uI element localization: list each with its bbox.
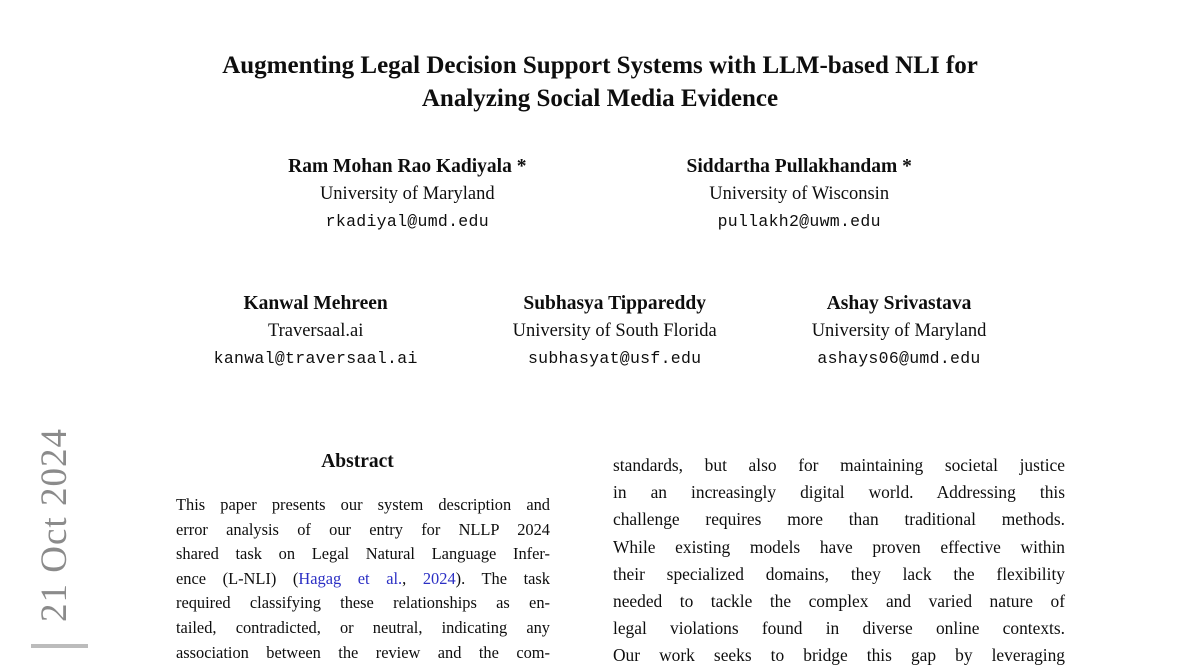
authors-row-1 xyxy=(0,153,1200,236)
abstract-line-4-post: ). The task xyxy=(455,568,550,588)
abstract-heading: Abstract xyxy=(321,451,394,472)
abstract-line-4 xyxy=(176,567,550,592)
intro-line-2: in an increasingly digital world. Addressing this xyxy=(613,482,1065,503)
citation-link-authors[interactable]: Hagag et al. xyxy=(298,568,403,588)
abstract-section xyxy=(160,448,555,665)
authors-row-2 xyxy=(0,290,1200,373)
arxiv-date-stamp: 21 Oct 2024 xyxy=(34,428,75,622)
abstract-line-4-comma: , xyxy=(402,568,423,588)
citation-link-year[interactable]: 2024 xyxy=(422,568,456,588)
author-affiliation: Traversaal.ai xyxy=(267,321,364,341)
author-affiliation: University of Maryland xyxy=(319,184,495,204)
intro-line-1: standards, but also for maintaining societal justice xyxy=(613,455,1065,475)
abstract-line-6: tailed, contradicted, or neutral, indicating any xyxy=(176,617,550,637)
intro-line-8-clipped: Our work seeks to bridge this gap by leveraging xyxy=(613,645,1065,666)
abstract-line-5: required classifying these relationships as en- xyxy=(176,593,550,613)
intro-line-5: their specialized domains, they lack the flexibility xyxy=(613,563,1065,584)
author-name: Ashay Srivastava xyxy=(826,293,972,314)
author-email: kanwal@traversaal.ai xyxy=(213,349,418,368)
author-email: ashays06@umd.edu xyxy=(817,349,981,368)
two-column-body xyxy=(0,448,1200,666)
author-name: Kanwal Mehreen xyxy=(243,293,388,314)
intro-line-7: legal violations found in diverse online contexts. xyxy=(613,618,1065,639)
author-email: subhasyat@usf.edu xyxy=(527,349,702,368)
author-name: Ram Mohan Rao Kadiyala * xyxy=(288,156,527,177)
abstract-body xyxy=(176,493,550,665)
author-name: Subhasya Tippareddy xyxy=(523,293,706,314)
paper-title xyxy=(0,49,1200,115)
abstract-line-2: error analysis of our entry for NLLP 2024 xyxy=(176,519,550,539)
author-block-kadiyala xyxy=(288,153,526,236)
author-name: Siddartha Pullakhandam * xyxy=(686,156,912,177)
author-affiliation: University of Wisconsin xyxy=(709,184,890,204)
author-block-srivastava xyxy=(812,290,987,373)
paper-title-line-1: Augmenting Legal Decision Support Systems with LLM-based NLI for xyxy=(222,52,978,79)
intro-line-4: While existing models have proven effective within xyxy=(613,536,1065,557)
paper-title-line-2: Analyzing Social Media Evidence xyxy=(421,85,779,112)
abstract-line-4-pre: ence (L-NLI) ( xyxy=(176,568,299,588)
abstract-line-7-clipped: association between the review and the com- xyxy=(176,642,550,662)
introduction-column xyxy=(613,452,1065,670)
author-affiliation: University of South Florida xyxy=(512,321,717,341)
author-block-pullakhandam xyxy=(686,153,911,236)
author-block-tippareddy xyxy=(513,290,717,373)
abstract-line-1: This paper presents our system description and xyxy=(176,495,550,514)
abstract-line-3: shared task on Legal Natural Language Infer- xyxy=(176,544,550,564)
author-affiliation: University of Maryland xyxy=(811,321,987,341)
author-email: pullakh2@uwm.edu xyxy=(717,212,881,231)
intro-line-6: needed to tackle the complex and varied nature of xyxy=(613,591,1065,612)
author-block-mehreen xyxy=(214,290,418,373)
intro-line-3: challenge requires more than traditional methods. xyxy=(613,509,1065,530)
author-email: rkadiyal@umd.edu xyxy=(325,212,489,231)
